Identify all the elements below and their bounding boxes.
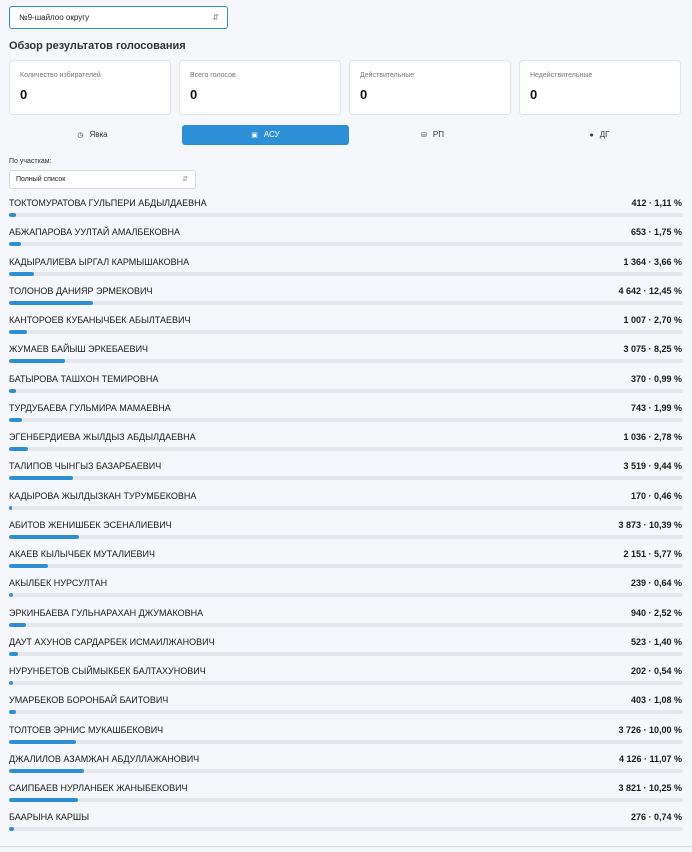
progress-track [9,623,683,627]
candidate-result: 412 · 1,11 % [631,198,682,208]
candidate-result: 1 036 · 2,78 % [623,432,682,442]
progress-fill [9,769,84,773]
progress-track [9,652,683,656]
candidate-name: ТОЛТОЕВ ЭРНИС МУКАШБЕКОВИЧ [9,724,164,735]
candidate-row [9,660,683,689]
card-label: Действительные [360,72,415,79]
candidate-list [9,192,683,836]
candidate-name: АКАЕВ КЫЛЫЧБЕК МУТАЛИЕВИЧ [9,549,155,559]
progress-fill [9,330,27,334]
candidate-result: 4 642 · 12,45 % [618,285,682,296]
candidate-name: ТАЛИПОВ ЧЫНГЫЗ БАЗАРБАЕВИЧ [9,461,162,472]
card-valid [349,60,511,115]
candidate-result: 1 364 · 3,66 % [623,256,682,267]
progress-fill [9,301,93,305]
district-select-value: №9-шайлоо округу [19,13,90,22]
candidate-row [9,514,683,543]
candidate-name: ДАУТ АХУНОВ САРДАРБЕК ИСМАИЛЖАНОВИЧ [9,636,215,647]
divider [0,846,692,847]
tab-label: АСУ [263,130,280,139]
overview-cards [9,60,683,115]
card-total-votes [179,60,341,115]
tabs [9,125,683,145]
globe-icon: ● [589,132,594,139]
candidate-result: 3 873 · 10,39 % [618,519,682,530]
candidate-name: БАТЫРОВА ТАШХОН ТЕМИРОВНА [9,373,159,384]
candidate-result: 403 · 1,08 % [630,695,682,706]
progress-track [9,389,683,393]
candidate-row [9,397,683,426]
progress-fill [9,710,16,714]
candidate-row [9,572,683,601]
progress-track [9,476,683,480]
candidate-name: ЭГЕНБЕРДИЕВА ЖЫЛДЫЗ АБДЫЛДАЕВНА [9,432,196,442]
progress-track [9,418,683,422]
filter-select[interactable] [9,170,196,189]
progress-fill [9,827,14,831]
progress-fill [9,652,18,656]
candidate-row [9,221,683,250]
candidate-result: 3 075 · 8,25 % [623,344,682,355]
card-label: Всего голосов [190,72,236,79]
progress-track [9,447,683,451]
progress-track [9,330,683,334]
candidate-row [9,338,683,367]
candidate-result: 523 · 1,40 % [630,636,682,647]
candidate-row [9,719,683,748]
tab-label: Явка [89,130,108,139]
progress-track [9,740,683,744]
candidate-name: ДЖАЛИЛОВ АЗАМЖАН АБДУЛЛАЖАНОВИЧ [9,753,200,764]
tab-label: РП [432,130,444,139]
card-label: Количество избирателей [20,72,101,79]
candidate-row [9,689,683,718]
card-voters [9,60,171,115]
progress-fill [9,564,48,568]
chevron-updown-icon: ⇵ [182,176,188,183]
chevron-updown-icon: ⇵ [212,13,219,22]
progress-fill [9,389,16,393]
card-value: 0 [20,87,28,102]
candidate-name: ЖУМАЕВ БАЙЫШ ЭРКЕБАЕВИЧ [9,344,149,355]
progress-fill [9,418,22,422]
candidate-name: УМАРБЕКОВ БОРОНБАЙ БАИТОВИЧ [9,695,169,706]
monitor-icon: ▣ [251,132,258,139]
progress-fill [9,242,21,246]
card-value: 0 [190,87,198,102]
candidate-row [9,455,683,484]
progress-track [9,827,683,831]
candidate-row [9,543,683,572]
candidate-row [9,748,683,777]
candidate-result: 940 · 2,52 % [630,607,682,618]
candidate-name: ТОЛОНОВ ДАНИЯР ЭРМЕКОВИЧ [9,285,153,296]
candidate-result: 3 726 · 10,00 % [618,724,682,735]
progress-track [9,213,683,217]
candidate-name: АБЖАПАРОВА УУЛТАЙ АМАЛБЕКОВНА [9,227,180,238]
progress-fill [9,681,13,685]
candidate-result: 2 151 · 5,77 % [623,549,682,559]
progress-track [9,681,683,685]
progress-fill [9,798,78,802]
candidate-name: НУРУНБЕТОВ СЫЙМЫКБЕК БАЛТАХУНОВИЧ [9,666,206,676]
candidate-name: ТУРДУБАЕВА ГУЛЬМИРА МАМАЕВНА [9,402,171,413]
candidate-row [9,192,683,221]
candidate-result: 370 · 0,99 % [630,373,682,384]
candidate-result: 276 · 0,74 % [630,812,682,823]
progress-track [9,301,683,305]
candidate-name: АКЫЛБЕК НУРСУЛТАН [9,578,108,589]
progress-track [9,710,683,714]
card-value: 0 [530,87,538,102]
candidate-result: 202 · 0,54 % [630,666,682,676]
filter-label: По участкам: [9,158,52,165]
candidate-row [9,806,683,835]
progress-fill [9,506,12,510]
candidate-result: 170 · 0,46 % [630,490,682,501]
tab-turnout[interactable] [9,125,176,145]
candidate-row [9,280,683,309]
candidate-row [9,631,683,660]
candidate-name: КАДЫРАЛИЕВА ЫРГАЛ КАРМЫШАКОВНА [9,256,190,267]
progress-track [9,272,683,276]
progress-fill [9,535,79,539]
district-select[interactable] [9,6,228,29]
progress-track [9,564,683,568]
progress-track [9,359,683,363]
candidate-row [9,309,683,338]
candidate-name: САИПБАЕВ НУРЛАНБЕК ЖАНЫБЕКОВИЧ [9,783,188,793]
candidate-result: 743 · 1,99 % [630,402,682,413]
progress-fill [9,359,65,363]
candidate-result: 4 126 · 11,07 % [618,753,682,764]
progress-track [9,769,683,773]
tab-asu[interactable] [182,125,349,145]
progress-track [9,242,683,246]
progress-track [9,535,683,539]
section-title: Обзор результатов голосования [9,40,186,52]
candidate-row [9,777,683,806]
tab-dg[interactable] [516,125,683,145]
tab-rp[interactable] [349,125,516,145]
candidate-result: 3 821 · 10,25 % [618,783,682,793]
progress-track [9,798,683,802]
progress-fill [9,272,34,276]
progress-track [9,506,683,510]
card-label: Недействительные [530,72,593,79]
card-invalid [519,60,681,115]
candidate-name: ЭРКИНБАЕВА ГУЛЬНАРАХАН ДЖУМАКОВНА [9,607,204,618]
tab-label: ДГ [599,130,610,139]
candidate-result: 239 · 0,64 % [630,578,682,589]
candidate-result: 1 007 · 2,70 % [623,315,682,325]
candidate-name: КАДЫРОВА ЖЫЛДЫЗКАН ТУРУМБЕКОВНА [9,490,197,501]
database-icon: ⛁ [421,132,427,139]
card-value: 0 [360,87,368,102]
progress-fill [9,447,28,451]
candidate-result: 3 519 · 9,44 % [623,461,682,472]
candidate-row [9,485,683,514]
candidate-name: КАНТОРОЕВ КУБАНЫЧБЕК АБЫЛТАЕВИЧ [9,315,191,325]
candidate-result: 653 · 1,75 % [630,227,682,238]
candidate-row [9,251,683,280]
progress-fill [9,476,73,480]
candidate-row [9,602,683,631]
candidate-row [9,368,683,397]
progress-fill [9,623,26,627]
progress-fill [9,213,16,217]
candidate-name: ТОКТОМУРАТОВА ГУЛЬПЕРИ АБДЫЛДАЕВНА [9,198,207,208]
progress-fill [9,740,76,744]
candidate-name: БААРЫНА КАРШЫ [9,812,90,823]
candidate-row [9,426,683,455]
progress-track [9,593,683,597]
progress-fill [9,593,13,597]
candidate-name: АБИТОВ ЖЕНИШБЕК ЭСЕНАЛИЕВИЧ [9,519,172,530]
filter-select-value: Полный список [16,176,66,183]
clock-icon: ◷ [77,132,84,139]
